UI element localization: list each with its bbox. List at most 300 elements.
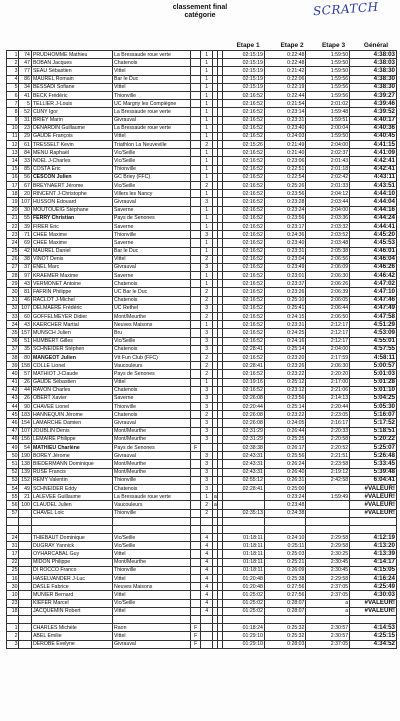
cell-rank: 34 [7,321,19,329]
cell-etape2: 0:26:31 [264,476,306,484]
cell-etape3: 2:06:30 [306,272,350,280]
cell-cat: 1 [201,272,212,280]
cell-rank: 44 [7,403,19,411]
cell-etape3: a [306,599,350,607]
cell-general: 4:47:46 [350,296,397,304]
cell-general: 4:46:26 [350,263,397,271]
cell-club: Bar le Duc [113,75,191,83]
cell-sex [191,149,201,157]
cell-general: 5:16:07 [350,411,397,419]
table-row [7,83,397,91]
cell-sex [191,141,201,149]
cell-rank: 8 [7,108,19,116]
cell-bib: 100 [19,501,31,509]
cell-club: Vic/Seille [113,182,191,190]
cell-name: BESSADI Sofiane [31,83,112,91]
cell-sex [191,534,201,542]
cell-club: Mont/Meurthe [113,558,191,566]
cell-cat: 1 [201,116,212,124]
table-row [7,509,397,517]
cell-cat: 2 [201,362,212,370]
cell-sex [191,280,201,288]
cell-sex [191,313,201,321]
cell-general: 4:39:46 [350,100,397,108]
table-row [7,607,397,615]
cell-etape3: 2:01:33 [306,182,350,190]
cell-name: BREYNAERT Jérome [31,182,112,190]
cell-general: 5:17:52 [350,419,397,427]
cell-club: Thionville [113,509,191,517]
cell-etape2: 0:23:04 [264,255,306,263]
cell-cat: 1 [201,222,212,230]
cell-name: BRIEY Marin [31,116,112,124]
cell-etape2: 0:25:32 [264,632,306,640]
cell-name: CESCON Julien [31,173,112,181]
cell-general: 4:44:10 [350,190,397,198]
cell-rank: 28 [7,272,19,280]
cell-bib: 47 [19,59,31,67]
cell-sex: F [191,624,201,632]
cell-sex [191,460,201,468]
table-row [7,255,397,263]
cell-etape2: 0:22:06 [264,75,306,83]
cell-rank: 1 [7,51,19,59]
cell-name: MUNSCH Julien [31,329,112,337]
cell-bib: 26 [19,394,31,402]
cell-bib: 33 [19,157,31,165]
cell-name [31,517,112,525]
table-row [7,263,397,271]
cell-name: DASLE Fabrice [31,583,112,591]
cell-sex [191,378,201,386]
cell-etape1: 02:15:19 [223,51,265,59]
cell-rank: 40 [7,370,19,378]
table-row [7,435,397,443]
cell-etape2: 0:26:40 [264,468,306,476]
cell-general: 5:39:48 [350,468,397,476]
cell-etape2: 0:28:07 [264,599,306,607]
table-row [7,370,397,378]
cell-etape1 [223,615,265,623]
table-row [7,239,397,247]
cell-club [113,615,191,623]
cell-sex [191,566,201,574]
cell-bib: 156 [19,435,31,443]
cell-club: Vittel [113,607,191,615]
cell-name: GAUDE François [31,132,112,140]
table-row [7,304,397,312]
cell-rank: 56 [7,501,19,509]
cell-general: 4:47:49 [350,304,397,312]
table-row [7,206,397,214]
cell-etape2: 0:25:56 [264,452,306,460]
cell-general [350,517,397,525]
cell-general: #VALEUR! [350,607,397,615]
cell-etape3: 1:59:50 [306,67,350,75]
cell-sex [191,198,201,206]
cell-general: 5:26:48 [350,452,397,460]
cell-sex [191,550,201,558]
cell-general: 4:38:30 [350,67,397,75]
cell-sex [191,427,201,435]
cell-rank: 52 [7,468,19,476]
cell-cat: 1 [201,149,212,157]
cell-etape2: 0:25:00 [264,484,306,492]
cell-rank: 25 [7,566,19,574]
cell-cat: 3 [201,345,212,353]
cell-etape1: 02:16:52 [223,370,265,378]
cell-general: 4:42:41 [350,157,397,165]
cell-etape2: 0:28:03 [264,640,306,648]
cell-general: 4:44:24 [350,214,397,222]
table-row [7,280,397,288]
cell-rank [7,615,19,623]
cell-bib: 30 [19,206,31,214]
cell-etape3: 2:04:00 [306,141,350,149]
cell-sex [191,124,201,132]
cell-etape3: 1:59:49 [306,493,350,501]
cell-cat: 1 [201,75,212,83]
cell-etape1: 02:28:41 [223,345,265,353]
cell-cat: 1 [201,190,212,198]
cell-cat: 1 [201,108,212,116]
cell-general: 5:04:25 [350,394,397,402]
cell-general: 4:40:45 [350,132,397,140]
cell-etape2: 0:22:51 [264,165,306,173]
cell-etape1: 02:16:52 [223,149,265,157]
cell-bib [19,615,31,623]
cell-sex [191,501,201,509]
cell-etape3: 2:03:52 [306,231,350,239]
cell-bib [19,517,31,525]
cell-etape2: 0:23:20 [264,353,306,361]
cell-etape2: 0:23:22 [264,411,306,419]
cell-bib: 90 [19,403,31,411]
cell-rank: 1 [7,624,19,632]
cell-etape2: 0:25:11 [264,542,306,550]
cell-rank: 32 [7,304,19,312]
cell-club: Vic/Seille [113,337,191,345]
cell-club: Bar le Duc [113,247,191,255]
cell-general: #VALEUR! [350,501,397,509]
cell-name: SEAU Sébastien [31,67,112,75]
cell-name: TRESSELT Kevin [31,141,112,149]
cell-etape2 [264,525,306,533]
cell-club: Chatenois [113,411,191,419]
cell-etape3: 2:29:58 [306,542,350,550]
cell-general: #VALEUR! [350,484,397,492]
cell-cat: 1 [201,173,212,181]
cell-etape2: 0:25:14 [264,403,306,411]
cell-club: Vittel [113,550,191,558]
cell-bib: 5 [19,100,31,108]
cell-club: Givrauval [113,116,191,124]
cell-club: Givrauval [113,263,191,271]
cell-club: Givrauval [113,198,191,206]
table-row [7,313,397,321]
cell-rank [7,525,19,533]
cell-sex [191,222,201,230]
cell-general: 4:40:17 [350,116,397,124]
cell-general: 4:41:15 [350,141,397,149]
cell-etape2: 0:27:56 [264,591,306,599]
cell-etape1: 01:18:11 [223,534,265,542]
cell-sex [191,394,201,402]
table-row [7,534,397,542]
cell-club: Chatenois [113,280,191,288]
cell-sex [191,558,201,566]
cell-etape1: 02:16:52 [223,263,265,271]
cell-name: HUSSON Edouard [31,198,112,206]
cell-cat: 3 [201,386,212,394]
cell-etape3: a [306,607,350,615]
cell-name: TELLIER J-Louis [31,100,112,108]
cell-etape3: 2:29:58 [306,575,350,583]
cell-etape1: 01:18:11 [223,558,265,566]
cell-name: SCHNEIDER Stéphen [31,345,112,353]
cell-etape1: 02:26:08 [223,411,265,419]
cell-etape1: 01:20:48 [223,583,265,591]
cell-rank: 15 [7,165,19,173]
cell-sex [191,272,201,280]
cell-etape1 [223,517,265,525]
table-row [7,525,397,533]
cell-name: CHAVEL Loic [31,509,112,517]
cell-club: Neuves Maisons [113,321,191,329]
cell-club: Vittel [113,255,191,263]
cell-bib: 41 [19,91,31,99]
cell-bib [19,632,31,640]
cell-cat: 3 [201,452,212,460]
cell-sex [191,263,201,271]
table-row [7,624,397,632]
cell-name: MOUTOUEIG Stéphane [31,206,112,214]
cell-etape1: 02:16:52 [223,91,265,99]
cell-name: DI ROCCO Franco [31,566,112,574]
cell-rank: 27 [7,263,19,271]
cell-cat: 4 [201,534,212,542]
cell-club: Givrauval [113,419,191,427]
cell-etape2: 0:28:07 [264,607,306,615]
cell-name: MAUREL Daniel [31,247,112,255]
cell-club: Mont/Meurthe [113,460,191,468]
table-row [7,329,397,337]
cell-rank: 36 [7,337,19,345]
cell-rank: 18 [7,190,19,198]
cell-cat [201,444,212,452]
cell-bib: 97 [19,272,31,280]
table-row [7,247,397,255]
cell-etape3: 2:06:05 [306,296,350,304]
cell-etape2: 0:26:17 [264,444,306,452]
cell-etape3: 2:17:00 [306,378,350,386]
cell-etape3: 2:16:17 [306,419,350,427]
cell-club: Vittel [113,83,191,91]
cell-club: Saverne [113,272,191,280]
cell-general: 6:04:41 [350,476,397,484]
cell-general: 4:43:11 [350,173,397,181]
cell-etape2: 0:23:56 [264,394,306,402]
cell-etape2: 0:21:49 [264,141,306,149]
cell-etape3: 2:04:12 [306,190,350,198]
cell-club: Thionville [113,566,191,574]
cell-rank: 3 [7,67,19,75]
cell-general: 4:30:03 [350,591,397,599]
cell-club: Raon [113,624,191,632]
cell-etape2: 0:25:26 [264,182,306,190]
cell-cat [201,517,212,525]
cell-etape1: 02:16:52 [223,304,265,312]
cell-name: LEMAIRE Philippe [31,435,112,443]
cell-general: 4:39:52 [350,108,397,116]
cell-etape3: 2:23:58 [306,460,350,468]
cell-etape2: 0:25:14 [264,345,306,353]
cell-rank: 3 [7,640,19,648]
cell-sex [191,509,201,517]
cell-rank: 19 [7,198,19,206]
cell-sex [191,100,201,108]
cell-name: HASELVANDER J-Luc [31,575,112,583]
cell-sex [191,337,201,345]
cell-etape1: 02:16:52 [223,182,265,190]
cell-sex [191,108,201,116]
cell-name: GAUDE Sébastien [31,378,112,386]
cell-general: 4:38:03 [350,51,397,59]
table-row [7,165,397,173]
cell-etape3 [306,484,350,492]
cell-name: BECK Frédéric [31,91,112,99]
cell-etape2: 0:26:44 [264,427,306,435]
table-row [7,403,397,411]
cell-etape2: 0:24:15 [264,313,306,321]
cell-etape3: 2:03:48 [306,239,350,247]
cell-club: Bru [113,329,191,337]
cell-etape1: 02:16:52 [223,337,265,345]
cell-cat: 4 [201,575,212,583]
cell-name: KAERCHER Martial [31,321,112,329]
cell-rank: 24 [7,239,19,247]
cell-name: REMY Valentin [31,476,112,484]
table-row [7,75,397,83]
cell-general: 5:01:10 [350,386,397,394]
cell-bib: 54 [19,444,31,452]
cell-etape3 [306,615,350,623]
cell-etape1: 02:15:19 [223,75,265,83]
cell-etape3: 2:12:17 [306,329,350,337]
cell-etape2: 0:23:37 [264,280,306,288]
cell-rank: 4 [7,75,19,83]
cell-etape1: 02:16:52 [223,272,265,280]
table-row [7,394,397,402]
cell-name: VERMONET Antoine [31,280,112,288]
cell-bib: 38 [19,255,31,263]
cell-general: 4:12:19 [350,534,397,542]
cell-club: Mont/Meurthe [113,435,191,443]
table-row [7,190,397,198]
cell-bib [19,624,31,632]
cell-etape1: 02:16:52 [223,296,265,304]
cell-etape1: 02:16:52 [223,239,265,247]
cell-etape1: 01:29:10 [223,632,265,640]
cell-club: La Bressaude roue verte [113,124,191,132]
cell-name: LAMARCHE Damien [31,419,112,427]
cell-name: OBERT Xavier [31,394,112,402]
cell-sex [191,591,201,599]
cell-sex [191,452,201,460]
cell-club: Vic/Seille [113,149,191,157]
cell-general: 4:14:53 [350,624,397,632]
cell-etape1: 01:18:11 [223,550,265,558]
cell-etape1: 02:15:19 [223,59,265,67]
cell-bib: 55 [19,214,31,222]
cell-bib [19,640,31,648]
sheet-title: classement final [172,4,228,11]
table-row [7,632,397,640]
cell-bib: 35 [19,345,31,353]
cell-general: 4:57:55 [350,345,397,353]
cell-cat: 1 [201,100,212,108]
cell-etape3: 2:20:52 [306,444,350,452]
cell-cat: 4 [201,591,212,599]
cell-rank: 29 [7,280,19,288]
cell-rank: 30 [7,583,19,591]
cell-bib: 49 [19,484,31,492]
cell-club: Chatenois [113,296,191,304]
table-row [7,517,397,525]
cell-etape3: 2:20:20 [306,370,350,378]
cell-etape2: 0:24:10 [264,534,306,542]
cell-etape3: 1:59:50 [306,132,350,140]
table-row [7,558,397,566]
cell-general [350,525,397,533]
cell-etape2: 0:23:26 [264,362,306,370]
cell-rank: 43 [7,394,19,402]
cell-rank: 30 [7,288,19,296]
cell-rank: 37 [7,345,19,353]
cell-etape3: 2:42:58 [306,476,350,484]
cell-etape3: 1:59:48 [306,108,350,116]
cell-etape2: 0:25:25 [264,435,306,443]
cell-etape2: 0:23:56 [264,214,306,222]
cell-etape3: 2:05:38 [306,247,350,255]
cell-club [113,517,191,525]
cell-etape1: 02:16:52 [223,280,265,288]
cell-bib: 56 [19,173,31,181]
cell-bib: 44 [19,386,31,394]
cell-etape1: 02:31:29 [223,427,265,435]
cell-name: KIEFER Marcel [31,599,112,607]
cell-general: 4:15:05 [350,566,397,574]
cell-rank: 49 [7,444,19,452]
cell-club: Thionville [113,403,191,411]
cell-etape3: 2:06:56 [306,255,350,263]
cell-bib: 34 [19,83,31,91]
cell-etape1: 02:43:31 [223,468,265,476]
cell-etape1: 02:16:52 [223,100,265,108]
cell-cat [201,632,212,640]
cell-etape3: 2:37:05 [306,640,350,648]
cell-etape2: 0:24:36 [264,231,306,239]
cell-etape1: 02:16:52 [223,288,265,296]
cell-etape2: 0:23:22 [264,370,306,378]
cell-general: 4:25:49 [350,583,397,591]
cell-etape3: 2:06:50 [306,313,350,321]
cell-bib: 57 [19,370,31,378]
cell-general: 4:13:20 [350,542,397,550]
col-etape3: Etape 3 [321,42,346,49]
cell-club: Vaucouleurs [113,501,191,509]
cell-etape3: 2:01:43 [306,157,350,165]
